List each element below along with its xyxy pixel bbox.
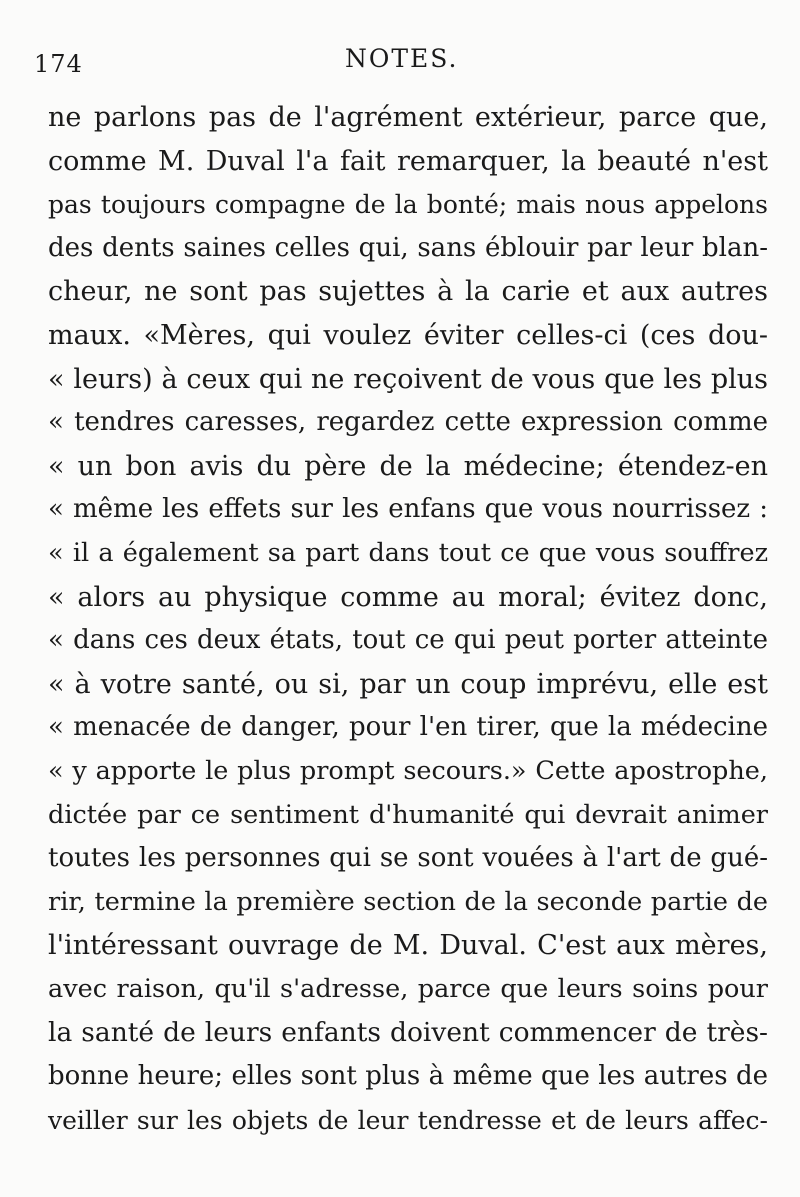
- page-header: [0, 44, 800, 78]
- text-line: bonne heure; elles sont plus à même que les autres de: [48, 1061, 768, 1092]
- text-line: « même les effets sur les enfans que vous nourrissez :: [48, 494, 768, 525]
- text-line: l'intéressant ouvrage de M. Duval. C'est aux mères,: [48, 930, 768, 962]
- running-title: NOTES.: [345, 44, 459, 73]
- text-line: des dents saines celles qui, sans éblouir par leur blan-: [48, 232, 768, 263]
- text-line: la santé de leurs enfants doivent commencer de très-: [48, 1017, 768, 1049]
- text-line: « tendres caresses, regardez cette expression comme: [48, 407, 768, 438]
- text-line: veiller sur les objets de leur tendresse et de leurs affec-: [48, 1105, 768, 1135]
- text-line: comme M. Duval l'a fait remarquer, la beauté n'est: [48, 145, 768, 177]
- text-line: « menacée de danger, pour l'en tirer, que la médecine: [48, 712, 768, 743]
- text-line: toutes les personnes qui se sont vouées à l'art de gué-: [48, 843, 768, 874]
- text-line: maux. «Mères, qui voulez éviter celles-ci (ces dou-: [48, 319, 768, 351]
- text-line: ne parlons pas de l'agrément extérieur, parce que,: [48, 102, 768, 133]
- text-line: « il a également sa part dans tout ce que vous souffrez: [48, 537, 768, 568]
- page-number: 174: [34, 50, 83, 78]
- text-line: cheur, ne sont pas sujettes à la carie et aux autres: [48, 276, 768, 308]
- text-line: « alors au physique comme au moral; évitez donc,: [48, 581, 768, 613]
- text-line: rir, termine la première section de la seconde partie de: [48, 886, 768, 917]
- text-line: « y apporte le plus prompt secours.» Cette apostrophe,: [48, 755, 768, 786]
- text-line: dictée par ce sentiment d'humanité qui devrait animer: [48, 799, 768, 830]
- body-text: [48, 96, 768, 1142]
- text-line: « leurs) à ceux qui ne reçoivent de vous que les plus: [48, 363, 768, 395]
- text-line: « dans ces deux états, tout ce qui peut porter atteinte: [48, 625, 768, 656]
- text-line: avec raison, qu'il s'adresse, parce que leurs soins pour: [48, 973, 768, 1004]
- text-line: « un bon avis du père de la médecine; étendez-en: [48, 450, 768, 482]
- text-line: pas toujours compagne de la bonté; mais nous appelons: [48, 190, 768, 220]
- text-line: « à votre santé, ou si, par un coup imprévu, elle est: [48, 668, 768, 700]
